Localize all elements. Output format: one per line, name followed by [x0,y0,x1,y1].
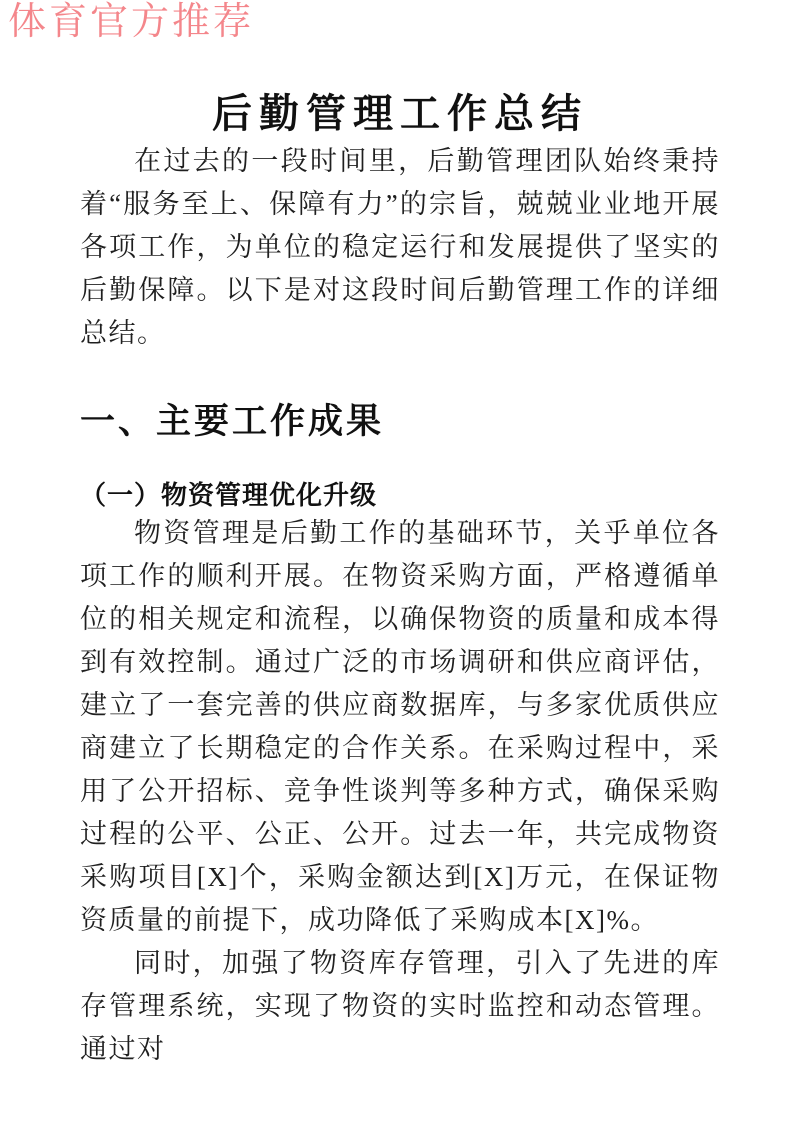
document-title: 后勤管理工作总结 [212,91,588,136]
subsection-heading: （一）物资管理优化升级 [80,480,378,510]
body-paragraph: 物资管理是后勤工作的基础环节，关乎单位各项工作的顺利开展。在物资采购方面，严格遵循单位的相关规定和流程，以确保物资的质量和成本得到有效控制。通过广泛的市场调研和供应商评估，建立了一套完善的供应商数据库，与多家优质供应商建立了长期稳定的合作关系。在采购过程中，采用了公开招标、竞争性谈判等多种方式，确保采购过程的公平、公正、公开。过去一年，共完成物资采购项目[X]个，采购金额达到[X]万元，在保证物资质量的前提下，成功降低了采购成本[X]%。 [80,518,720,936]
watermark-text: 体育官方推荐 [8,1,255,43]
intro-paragraph: 在过去的一段时间里，后勤管理团队始终秉持着“服务至上、保障有力”的宗旨，兢兢业业地开展各项工作，为单位的稳定运行和发展提供了坚实的后勤保障。以下是对这段时间后勤管理工作的详细总结。 [80,146,720,348]
section-heading: 一、主要工作成果 [80,402,385,441]
body-paragraph: 同时，加强了物资库存管理，引入了先进的库存管理系统，实现了物资的实时监控和动态管理。通过对 [80,948,720,1065]
